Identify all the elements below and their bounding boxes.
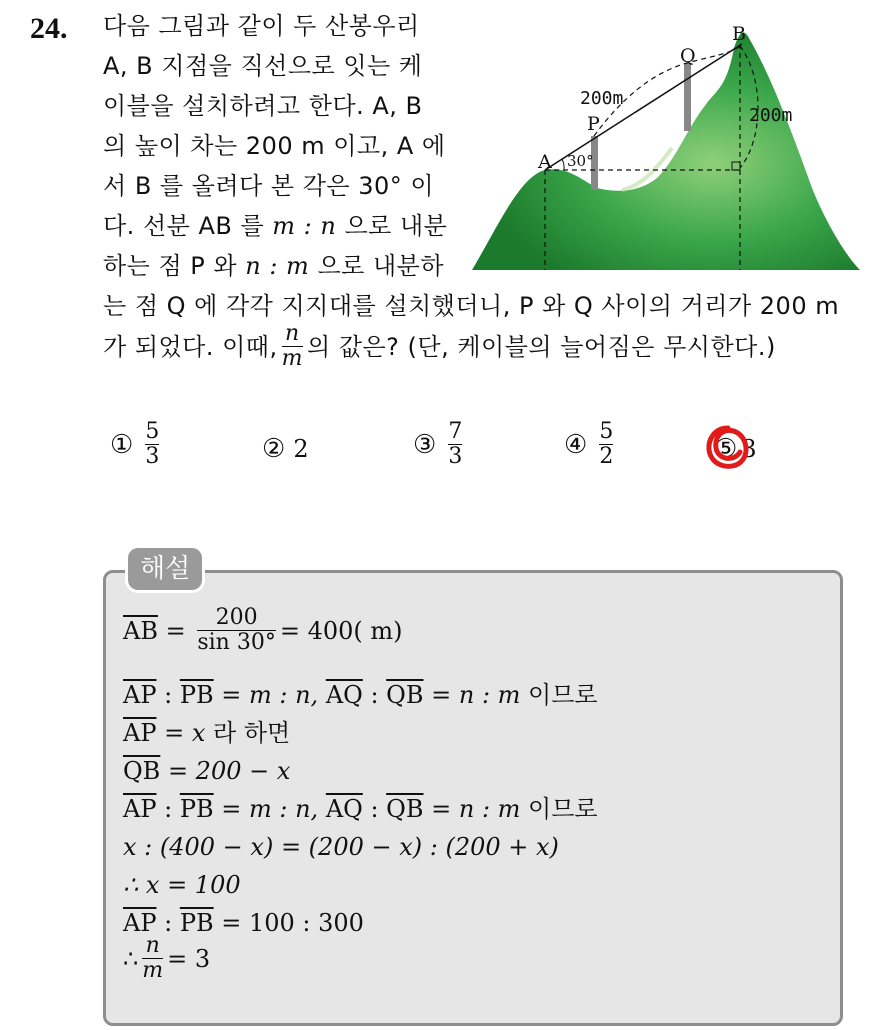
label-200m-vertical: 200m	[749, 105, 793, 126]
line6-tail: 으로 내분	[344, 212, 448, 240]
choice-4-num: 5	[599, 419, 614, 444]
solution-frac-num: 200	[215, 605, 258, 630]
question-line-7	[103, 248, 444, 284]
choice-1-num: 5	[145, 419, 160, 444]
label-q: Q	[680, 45, 696, 67]
question-line-3: 이블을 설치하려고 한다. A, B	[103, 92, 423, 120]
solution-line-6: x : (400 − x) = (200 − x) : (200 + x)	[123, 833, 559, 861]
line6-head: 다. 선분 AB 를	[103, 212, 265, 240]
choice-4[interactable]	[564, 420, 617, 469]
ratio-n-m: n : m	[245, 252, 310, 280]
solution-line-8: $\overline{AP}$ : $\overline{PB} = 100$ : 300	[123, 909, 364, 937]
choice-5-mark: ⑤	[714, 434, 738, 464]
question-line-9	[103, 322, 776, 371]
choice-3-num: 7	[448, 419, 463, 444]
solution-line-1-rhs: = 400( m)	[279, 616, 403, 645]
solution-line-2: $\overline{AP}$ : $\overline{PB} = m$ : n, $\overline{AQ}$ : $\overline{QB} = n$ : m 이므로	[123, 681, 598, 709]
line7-tail: 으로 내분하	[317, 252, 445, 280]
final-frac-num: n	[145, 933, 160, 958]
final-frac-den: m	[142, 958, 164, 983]
mountain-figure	[472, 18, 864, 276]
ratio-m-n: m : n	[272, 212, 337, 240]
mountain-shape	[472, 32, 860, 270]
solution-line-1: $\overline{AB}$ = $\frac{200}{\sin 30^\circ}$ = 400( m)	[123, 605, 403, 655]
answer-circle-mark-icon	[704, 422, 757, 474]
question-line-1: 다음 그림과 같이 두 산봉우리	[103, 12, 420, 40]
choice-2[interactable]	[262, 434, 309, 464]
label-200m-slant: 200m	[580, 88, 624, 109]
pole-q	[684, 63, 691, 131]
choice-3-mark: ③	[413, 429, 437, 460]
choice-5-value: 3	[741, 435, 757, 463]
solution-tag: 해설	[128, 548, 202, 590]
solution-line-5: $\overline{AP}$ : $\overline{PB} = m$ : n, $\overline{AQ}$ : $\overline{QB} = n$ : m 이므로	[123, 795, 598, 823]
choice-3-den: 3	[448, 444, 463, 469]
choice-4-den: 2	[599, 444, 614, 469]
solution-line-7: ∴ x = 100	[123, 871, 241, 899]
line9-head: 가 되었다. 이때,	[103, 332, 278, 361]
label-p: P	[587, 113, 600, 135]
line9-tail: 의 값은? (단, 케이블의 늘어짐은 무시한다.)	[307, 332, 776, 361]
choice-4-fraction	[599, 420, 613, 469]
therefore-sign: ∴	[123, 944, 139, 973]
choice-2-value: 2	[293, 435, 309, 463]
question-line-6	[103, 208, 447, 244]
question-line-5: 서 B 를 올려다 본 각은 30° 이	[103, 172, 435, 200]
choice-1-mark: ①	[110, 429, 134, 460]
label-a: A	[538, 151, 552, 173]
solution-fraction	[197, 606, 275, 655]
question-line-4: 의 높이 차는 200 m 이고, A 에	[103, 132, 446, 160]
choice-4-mark: ④	[564, 429, 588, 460]
question-number: 24.	[30, 12, 68, 45]
choice-1[interactable]	[110, 420, 163, 469]
label-angle: 30°	[567, 152, 594, 170]
question-line-2: A, B 지점을 직선으로 잇는 케	[103, 52, 423, 80]
choice-1-fraction	[145, 420, 159, 469]
solution-frac-den: sin 30°	[197, 630, 276, 655]
solution-final-fraction	[142, 934, 163, 983]
choice-2-mark: ②	[262, 434, 286, 464]
solution-line-4: $\overline{QB} = 200 - x$	[123, 757, 291, 785]
label-b: B	[732, 23, 746, 45]
choice-1-den: 3	[145, 444, 160, 469]
final-result: = 3	[167, 944, 211, 973]
question-fraction	[282, 322, 303, 371]
choice-3[interactable]	[413, 420, 466, 469]
choice-3-fraction	[448, 420, 462, 469]
question-line-8: 는 점 Q 에 각각 지지대를 설치했더니, P 와 Q 사이의 거리가 200 m	[103, 292, 840, 320]
line7-head: 하는 점 P 와	[103, 252, 238, 280]
fraction-denominator: m	[281, 346, 303, 371]
solution-line-9	[123, 934, 210, 983]
fraction-numerator: n	[284, 321, 300, 346]
segment-ab: $\overline{AB}$	[123, 616, 158, 645]
solution-line-3: $\overline{AP} = x$ 라 하면	[123, 719, 291, 747]
